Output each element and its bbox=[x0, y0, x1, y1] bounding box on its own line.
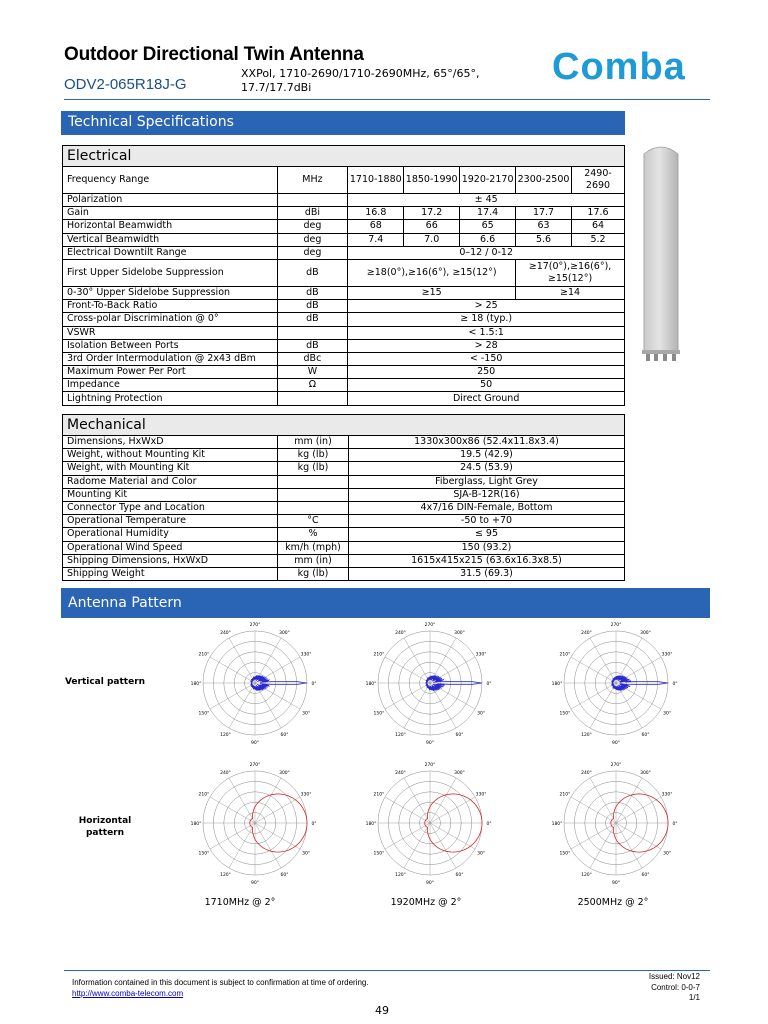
vertical-pattern-label: Vertical pattern bbox=[64, 677, 146, 687]
spec-unit: °C bbox=[278, 515, 349, 528]
polar-grid bbox=[203, 631, 307, 735]
spec-value: -50 to +70 bbox=[349, 515, 625, 528]
antenna-pattern-heading: Antenna Pattern bbox=[61, 588, 710, 618]
angle-label: 270° bbox=[249, 623, 261, 628]
electrical-row bbox=[63, 326, 625, 339]
caption-1710: 1710MHz @ 2° bbox=[204, 897, 276, 908]
spec-value: 16.8 bbox=[348, 207, 404, 220]
angle-label: 90° bbox=[426, 741, 434, 746]
spec-unit: dB bbox=[277, 286, 348, 299]
spec-label: 0-30° Upper Sidelobe Suppression bbox=[63, 286, 278, 299]
band-1: 1710-1880 bbox=[348, 167, 404, 194]
spec-unit bbox=[277, 326, 348, 339]
spec-unit: deg bbox=[277, 233, 348, 246]
band-3: 1920-2170 bbox=[460, 167, 516, 194]
spec-value: 7.0 bbox=[404, 233, 460, 246]
angle-label: 120° bbox=[395, 873, 406, 879]
spec-value: > 25 bbox=[348, 300, 625, 313]
spec-label: Maximum Power Per Port bbox=[63, 366, 278, 379]
angle-label: 330° bbox=[300, 652, 312, 658]
angle-label: 60° bbox=[455, 873, 464, 879]
spec-label: Operational Temperature bbox=[63, 515, 278, 528]
angle-label: 240° bbox=[220, 630, 231, 636]
spec-value: 31.5 (69.3) bbox=[349, 567, 625, 580]
spec-label: Polarization bbox=[63, 194, 278, 207]
spec-unit: dBc bbox=[277, 352, 348, 365]
spec-label: Lightning Protection bbox=[63, 392, 278, 405]
spec-label: Isolation Between Ports bbox=[63, 339, 278, 352]
angle-label: 120° bbox=[220, 873, 231, 879]
spec-label: Connector Type and Location bbox=[63, 501, 278, 514]
spec-label: Operational Humidity bbox=[63, 528, 278, 541]
spec-value: 17.6 bbox=[572, 207, 625, 220]
angle-label: 180° bbox=[365, 682, 377, 687]
spec-unit: dB bbox=[277, 300, 348, 313]
horizontal-pattern-plot-2500 bbox=[531, 757, 701, 889]
angle-label: 330° bbox=[475, 792, 487, 798]
angle-label: 210° bbox=[198, 652, 210, 658]
spec-label: Horizontal Beamwidth bbox=[63, 220, 278, 233]
mechanical-row bbox=[63, 475, 625, 488]
spec-value: 64 bbox=[572, 220, 625, 233]
angle-label: 60° bbox=[280, 733, 289, 739]
spec-value: ≥17(0°),≥16(6°), ≥15(12°) bbox=[516, 259, 625, 286]
angle-label: 300° bbox=[640, 770, 651, 776]
spec-value: ≥14 bbox=[516, 286, 625, 299]
angle-label: 180° bbox=[190, 682, 202, 687]
angle-label: 330° bbox=[661, 792, 673, 798]
angle-label: 150° bbox=[198, 851, 210, 857]
polar-grid bbox=[378, 631, 482, 735]
spec-label: Mounting Kit bbox=[63, 488, 278, 501]
polar-grid bbox=[564, 631, 668, 735]
spec-unit: deg bbox=[277, 246, 348, 259]
angle-label: 30° bbox=[663, 851, 672, 857]
mechanical-row bbox=[63, 567, 625, 580]
electrical-row bbox=[63, 194, 625, 207]
spec-label: VSWR bbox=[63, 326, 278, 339]
spec-label: Cross-polar Discrimination @ 0° bbox=[63, 313, 278, 326]
spec-label: Impedance bbox=[63, 379, 278, 392]
angle-label: 330° bbox=[300, 792, 312, 798]
electrical-row bbox=[63, 366, 625, 379]
angle-label: 30° bbox=[302, 711, 311, 717]
mechanical-heading: Mechanical bbox=[63, 415, 625, 436]
band-5: 2490-2690 bbox=[572, 167, 625, 194]
angle-label: 0° bbox=[672, 822, 678, 827]
angle-label: 60° bbox=[280, 873, 289, 879]
angle-label: 0° bbox=[311, 822, 317, 827]
angle-label: 180° bbox=[365, 822, 377, 827]
angle-label: 30° bbox=[477, 711, 486, 717]
spec-value: ≥ 18 (typ.) bbox=[348, 313, 625, 326]
angle-label: 30° bbox=[663, 711, 672, 717]
mechanical-row bbox=[63, 462, 625, 475]
frequency-range-label: Frequency Range bbox=[63, 167, 278, 194]
horizontal-pattern-plot-1710 bbox=[170, 757, 340, 889]
vertical-pattern-plot-1710 bbox=[170, 617, 340, 749]
angle-label: 150° bbox=[198, 711, 210, 717]
angle-label: 270° bbox=[610, 623, 622, 628]
spec-unit bbox=[278, 488, 349, 501]
spec-value: 5.6 bbox=[516, 233, 572, 246]
angle-label: 210° bbox=[198, 792, 210, 798]
band-2: 1850-1990 bbox=[404, 167, 460, 194]
spec-label: Radome Material and Color bbox=[63, 475, 278, 488]
mechanical-row bbox=[63, 501, 625, 514]
spec-unit: dB bbox=[277, 339, 348, 352]
angle-label: 270° bbox=[424, 763, 436, 768]
spec-unit: kg (lb) bbox=[278, 462, 349, 475]
electrical-row bbox=[63, 233, 625, 246]
horizontal-pattern-plot-1920 bbox=[345, 757, 515, 889]
spec-label: Shipping Weight bbox=[63, 567, 278, 580]
product-subtitle: XXPol, 1710-2690/1710-2690MHz, 65°/65°, 17.7/17.7dBi bbox=[241, 67, 480, 94]
angle-label: 0° bbox=[486, 682, 492, 687]
spec-label: Weight, with Mounting Kit bbox=[63, 462, 278, 475]
spec-label: Vertical Beamwidth bbox=[63, 233, 278, 246]
angle-label: 0° bbox=[672, 682, 678, 687]
angle-label: 90° bbox=[612, 881, 620, 886]
angle-label: 30° bbox=[477, 851, 486, 857]
angle-label: 120° bbox=[581, 733, 592, 739]
spec-value: 17.2 bbox=[404, 207, 460, 220]
angle-label: 90° bbox=[612, 741, 620, 746]
footer-note: Information contained in this document is subject to confirmation at time of ordering. bbox=[72, 978, 369, 987]
horizontal-pattern-label: Horizontal pattern bbox=[78, 816, 132, 838]
comba-logo: Comba bbox=[552, 46, 686, 88]
angle-label: 300° bbox=[454, 770, 465, 776]
spec-unit: mm (in) bbox=[278, 436, 349, 449]
caption-1920: 1920MHz @ 2° bbox=[390, 897, 462, 908]
angle-label: 90° bbox=[426, 881, 434, 886]
angle-label: 240° bbox=[581, 770, 592, 776]
vertical-pattern-plot-1920 bbox=[345, 617, 515, 749]
angle-label: 300° bbox=[279, 770, 290, 776]
spec-unit: dBi bbox=[277, 207, 348, 220]
mechanical-spec-table bbox=[62, 414, 625, 581]
angle-label: 330° bbox=[661, 652, 673, 658]
angle-label: 120° bbox=[220, 733, 231, 739]
spec-value: ± 45 bbox=[348, 194, 625, 207]
spec-value: 1330x300x86 (52.4x11.8x3.4) bbox=[349, 436, 625, 449]
angle-label: 0° bbox=[311, 682, 317, 687]
spec-unit: dB bbox=[277, 313, 348, 326]
spec-unit: % bbox=[278, 528, 349, 541]
spec-value: 250 bbox=[348, 366, 625, 379]
spec-value: 50 bbox=[348, 379, 625, 392]
angle-label: 0° bbox=[486, 822, 492, 827]
angle-label: 330° bbox=[475, 652, 487, 658]
spec-label: Dimensions, HxWxD bbox=[63, 436, 278, 449]
angle-label: 240° bbox=[395, 630, 406, 636]
angle-label: 300° bbox=[454, 630, 465, 636]
electrical-spec-table bbox=[62, 145, 625, 406]
spec-label: 3rd Order Intermodulation @ 2x43 dBm bbox=[63, 352, 278, 365]
angle-label: 90° bbox=[251, 741, 259, 746]
spec-unit: Ω bbox=[277, 379, 348, 392]
angle-label: 150° bbox=[559, 851, 571, 857]
angle-label: 240° bbox=[581, 630, 592, 636]
spec-unit: deg bbox=[277, 220, 348, 233]
spec-label: Gain bbox=[63, 207, 278, 220]
electrical-row bbox=[63, 207, 625, 220]
spec-value: 17.7 bbox=[516, 207, 572, 220]
electrical-row bbox=[63, 392, 625, 405]
header-divider bbox=[64, 99, 710, 100]
band-4: 2300-2500 bbox=[516, 167, 572, 194]
mechanical-row bbox=[63, 515, 625, 528]
angle-label: 150° bbox=[373, 711, 385, 717]
mechanical-row bbox=[63, 554, 625, 567]
angle-label: 210° bbox=[559, 652, 571, 658]
spec-unit bbox=[278, 501, 349, 514]
angle-label: 60° bbox=[455, 733, 464, 739]
spec-value: 7.4 bbox=[348, 233, 404, 246]
spec-label: First Upper Sidelobe Suppression bbox=[63, 259, 278, 286]
angle-label: 120° bbox=[395, 733, 406, 739]
spec-value: 65 bbox=[460, 220, 516, 233]
mechanical-row bbox=[63, 528, 625, 541]
angle-label: 180° bbox=[190, 822, 202, 827]
model-number: ODV2-065R18J-G bbox=[64, 76, 187, 93]
spec-value: Direct Ground bbox=[348, 392, 625, 405]
angle-label: 270° bbox=[610, 763, 622, 768]
spec-value: 6.6 bbox=[460, 233, 516, 246]
angle-label: 150° bbox=[559, 711, 571, 717]
spec-unit bbox=[277, 392, 348, 405]
angle-label: 300° bbox=[279, 630, 290, 636]
angle-label: 270° bbox=[424, 623, 436, 628]
spec-value: 1615x415x215 (63.6x16.3x8.5) bbox=[349, 554, 625, 567]
spec-unit: kg (lb) bbox=[278, 567, 349, 580]
polar-grid bbox=[564, 771, 668, 875]
angle-label: 150° bbox=[373, 851, 385, 857]
spec-value: 63 bbox=[516, 220, 572, 233]
angle-label: 180° bbox=[551, 822, 563, 827]
polar-grid bbox=[378, 771, 482, 875]
angle-label: 300° bbox=[640, 630, 651, 636]
angle-label: 270° bbox=[249, 763, 261, 768]
spec-value: < 1.5:1 bbox=[348, 326, 625, 339]
spec-label: Shipping Dimensions, HxWxD bbox=[63, 554, 278, 567]
technical-specifications-heading: Technical Specifications bbox=[61, 111, 625, 135]
angle-label: 210° bbox=[373, 652, 385, 658]
spec-unit: W bbox=[277, 366, 348, 379]
mechanical-row bbox=[63, 541, 625, 554]
caption-2500: 2500MHz @ 2° bbox=[577, 897, 649, 908]
angle-label: 90° bbox=[251, 881, 259, 886]
angle-label: 180° bbox=[551, 682, 563, 687]
spec-label: Electrical Downtilt Range bbox=[63, 246, 278, 259]
electrical-row bbox=[63, 339, 625, 352]
antenna-product-image bbox=[638, 140, 684, 362]
spec-value: 17.4 bbox=[460, 207, 516, 220]
website-link[interactable]: http://www.comba-telecom.com bbox=[72, 989, 184, 998]
electrical-row bbox=[63, 259, 625, 286]
spec-unit: km/h (mph) bbox=[278, 541, 349, 554]
spec-value: 66 bbox=[404, 220, 460, 233]
spec-value: 5.2 bbox=[572, 233, 625, 246]
angle-label: 60° bbox=[641, 733, 650, 739]
mechanical-row bbox=[63, 449, 625, 462]
issued-date: Issued: Nov12 bbox=[648, 972, 700, 981]
angle-label: 30° bbox=[302, 851, 311, 857]
electrical-row bbox=[63, 379, 625, 392]
spec-value: SJA-B-12R(16) bbox=[349, 488, 625, 501]
spec-value: 150 (93.2) bbox=[349, 541, 625, 554]
polar-grid bbox=[203, 771, 307, 875]
spec-unit: kg (lb) bbox=[278, 449, 349, 462]
footer-divider bbox=[64, 970, 710, 971]
issue-info bbox=[649, 972, 700, 1004]
angle-label: 240° bbox=[220, 770, 231, 776]
frequency-range-unit: MHz bbox=[277, 167, 348, 194]
spec-label: Operational Wind Speed bbox=[63, 541, 278, 554]
vertical-pattern-plot-2500 bbox=[531, 617, 701, 749]
spec-value: 24.5 (53.9) bbox=[349, 462, 625, 475]
spec-unit bbox=[278, 475, 349, 488]
electrical-heading: Electrical bbox=[63, 146, 625, 167]
electrical-row bbox=[63, 220, 625, 233]
electrical-row bbox=[63, 313, 625, 326]
spec-value: 4x7/16 DIN-Female, Bottom bbox=[349, 501, 625, 514]
mechanical-row bbox=[63, 436, 625, 449]
electrical-row bbox=[63, 352, 625, 365]
electrical-row bbox=[63, 300, 625, 313]
electrical-row bbox=[63, 246, 625, 259]
page-number: 49 bbox=[375, 1004, 389, 1017]
spec-value: 0–12 / 0-12 bbox=[348, 246, 625, 259]
spec-value: 19.5 (42.9) bbox=[349, 449, 625, 462]
spec-unit: mm (in) bbox=[278, 554, 349, 567]
spec-value: 68 bbox=[348, 220, 404, 233]
spec-value: ≥15 bbox=[348, 286, 516, 299]
spec-value: ≥18(0°),≥16(6°), ≥15(12°) bbox=[348, 259, 516, 286]
angle-label: 60° bbox=[641, 873, 650, 879]
spec-label: Weight, without Mounting Kit bbox=[63, 449, 278, 462]
angle-label: 210° bbox=[373, 792, 385, 798]
spec-unit bbox=[277, 194, 348, 207]
spec-value: > 28 bbox=[348, 339, 625, 352]
spec-value: < -150 bbox=[348, 352, 625, 365]
angle-label: 240° bbox=[395, 770, 406, 776]
spec-value: ≤ 95 bbox=[349, 528, 625, 541]
spec-value: Fiberglass, Light Grey bbox=[349, 475, 625, 488]
angle-label: 120° bbox=[581, 873, 592, 879]
control-number: Control: 0-0-7 bbox=[651, 982, 700, 992]
document-title: Outdoor Directional Twin Antenna bbox=[64, 44, 364, 65]
page-fraction: 1/1 bbox=[688, 993, 700, 1002]
electrical-row bbox=[63, 286, 625, 299]
spec-unit: dB bbox=[277, 259, 348, 286]
spec-label: Front-To-Back Ratio bbox=[63, 300, 278, 313]
mechanical-row bbox=[63, 488, 625, 501]
angle-label: 210° bbox=[559, 792, 571, 798]
